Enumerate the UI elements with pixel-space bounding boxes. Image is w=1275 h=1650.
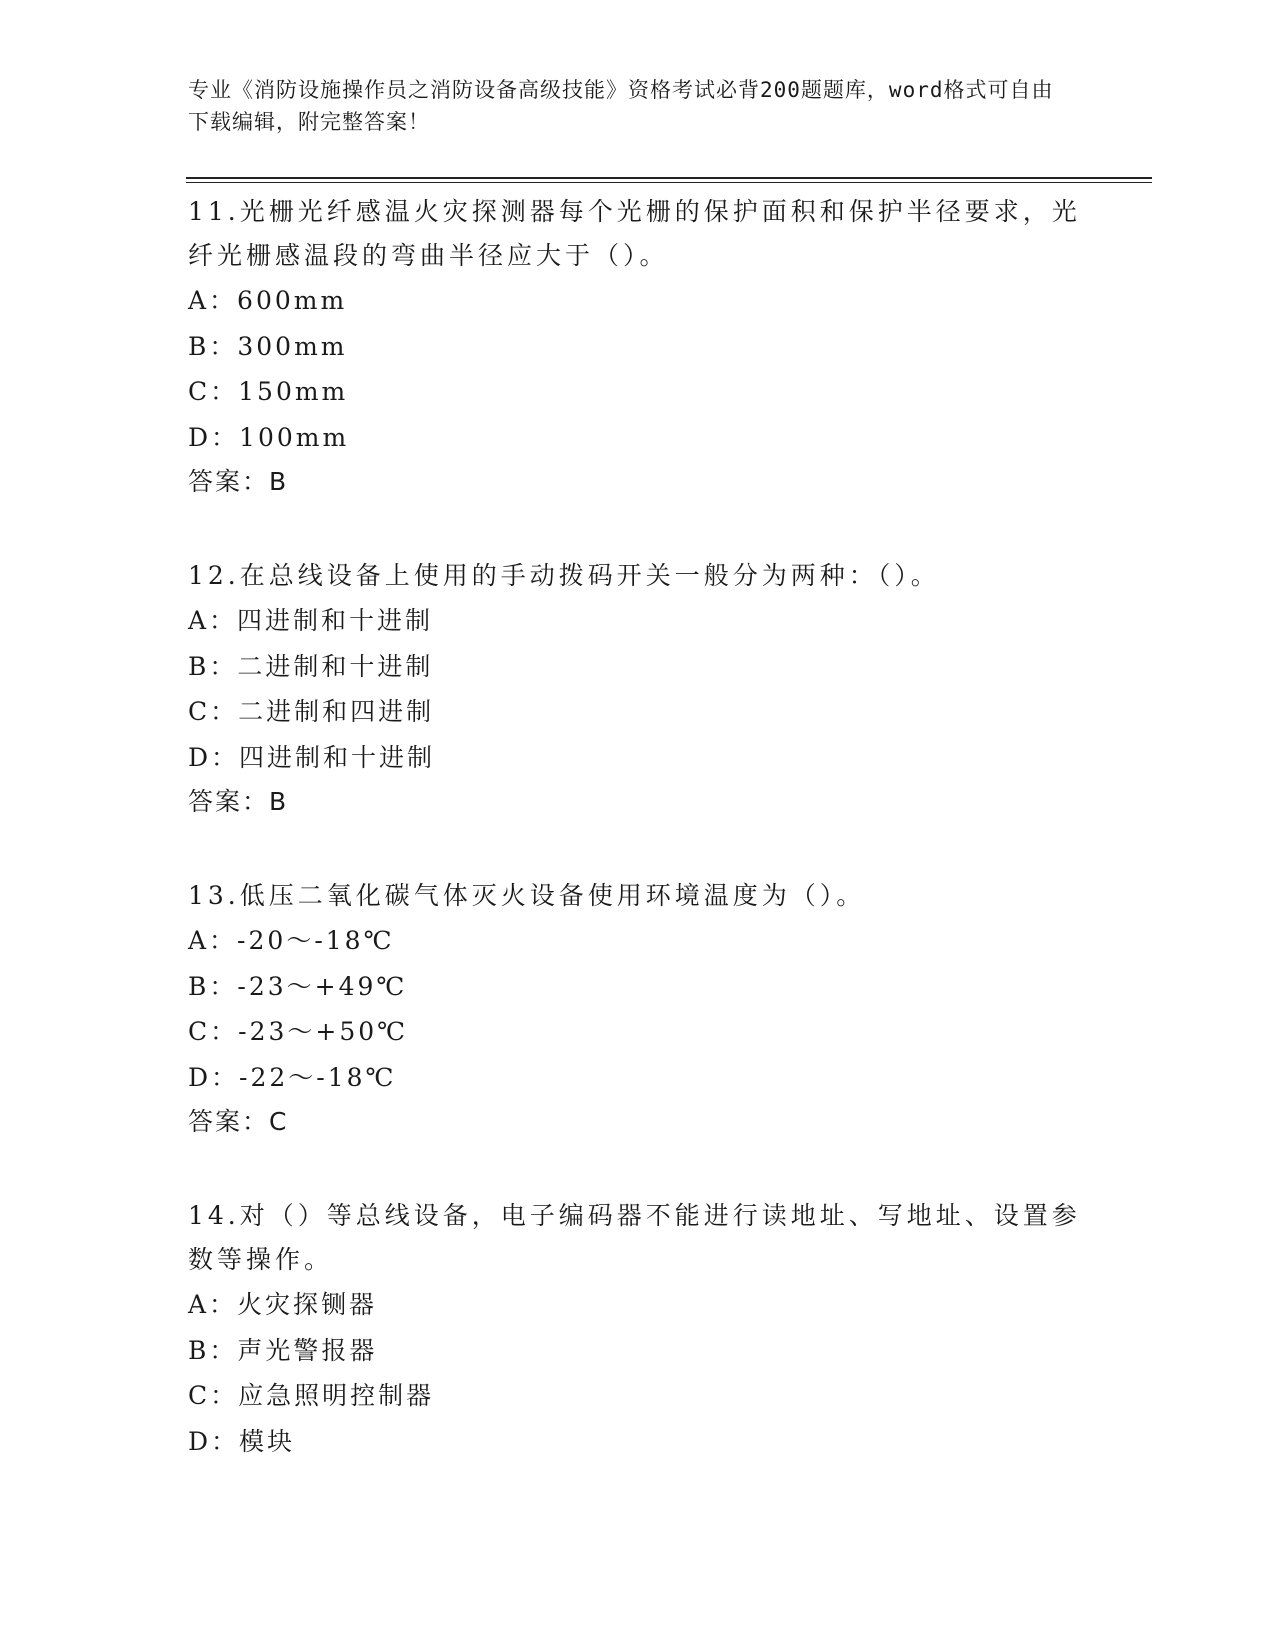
option-d: D：100mm — [188, 422, 350, 452]
spacer — [188, 1144, 1088, 1194]
question-list — [188, 190, 1088, 1464]
option-b: B：300mm — [188, 331, 348, 361]
option-d: D：模块 — [188, 1426, 296, 1456]
option-d: D：-22～-18℃ — [188, 1062, 397, 1092]
question-text: 12.在总线设备上使用的手动拨码开关一般分为两种：（）。 — [188, 561, 940, 590]
question-14 — [188, 1194, 1088, 1464]
spacer — [188, 824, 1088, 874]
option-c: C：150mm — [188, 377, 349, 406]
answer: 答案：C — [188, 1107, 289, 1136]
option-b: B：二进制和十进制 — [188, 651, 434, 681]
answer: 答案：B — [188, 467, 289, 496]
option-a: A：-20～-18℃ — [188, 926, 395, 955]
option-a: A：600mm — [188, 286, 348, 315]
header-divider-thick — [186, 177, 1152, 179]
option-c: C：二进制和四进制 — [188, 697, 435, 726]
header-divider-thin — [186, 182, 1152, 183]
question-13 — [188, 874, 1088, 1144]
option-a: A：四进制和十进制 — [188, 606, 434, 635]
question-text: 13.低压二氧化碳气体灭火设备使用环境温度为（）。 — [188, 881, 866, 910]
question-text: 14.对（）等总线设备，电子编码器不能进行读地址、写地址、设置参数等操作。 — [188, 1201, 1081, 1274]
option-c: C：-23～+50℃ — [188, 1017, 409, 1046]
spacer — [188, 504, 1088, 554]
option-d: D：四进制和十进制 — [188, 742, 436, 772]
question-12 — [188, 554, 1088, 824]
answer: 答案：B — [188, 787, 289, 816]
option-b: B：声光警报器 — [188, 1335, 378, 1365]
question-text: 11.光栅光纤感温火灾探测器每个光栅的保护面积和保护半径要求，光纤光栅感温段的弯曲半径应大于（）。 — [188, 197, 1081, 270]
option-a: A：火灾探铡器 — [188, 1290, 378, 1319]
option-c: C：应急照明控制器 — [188, 1381, 435, 1410]
document-header: 专业《消防设施操作员之消防设备高级技能》资格考试必背200题题库，word格式可自由下载编辑，附完整答案！ — [188, 78, 1054, 134]
question-11 — [188, 190, 1088, 504]
option-b: B：-23～+49℃ — [188, 971, 408, 1001]
